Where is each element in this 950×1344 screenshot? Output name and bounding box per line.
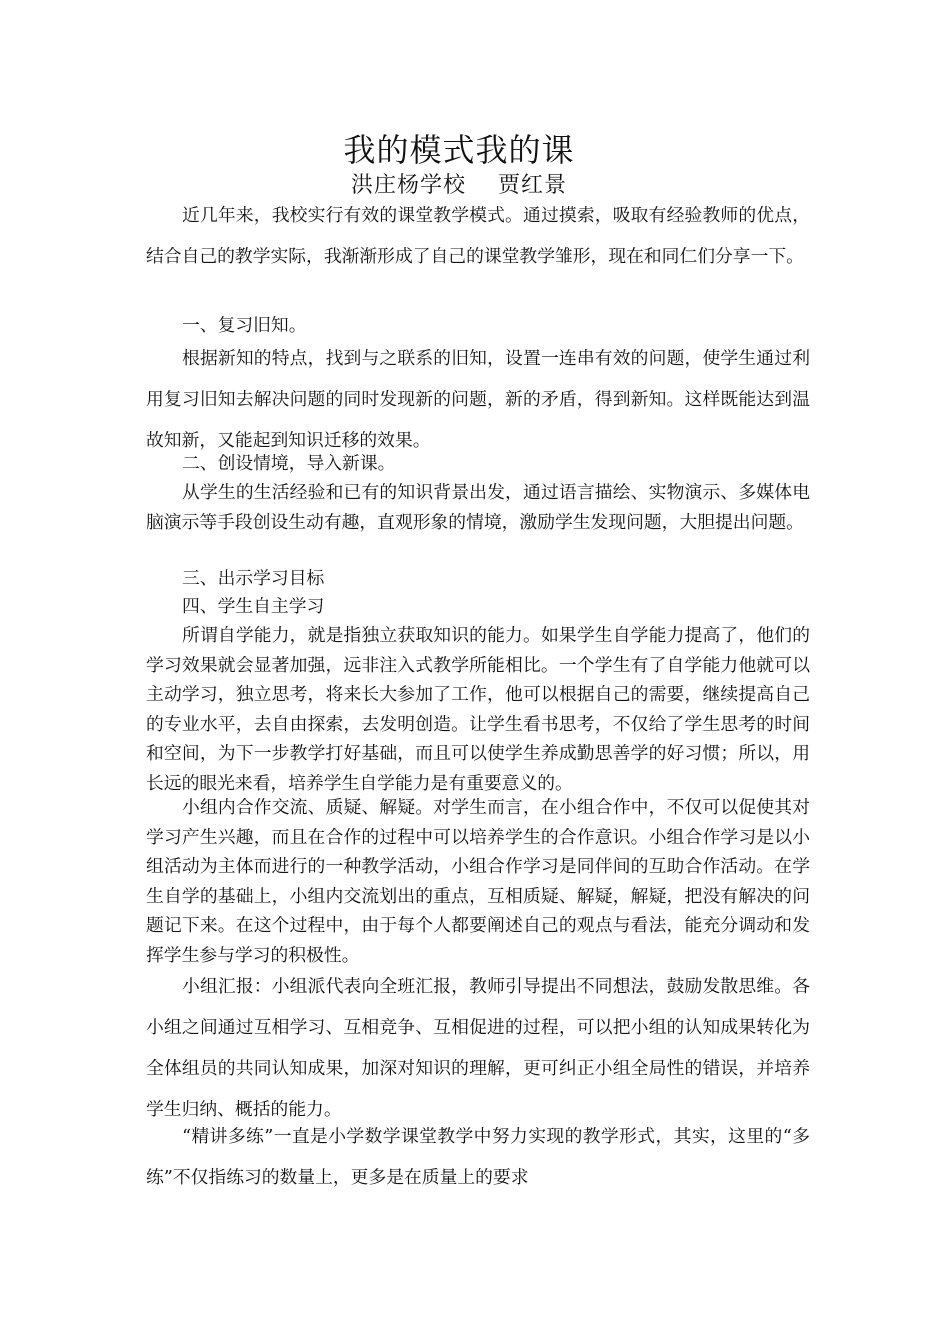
paragraph-situation: 从学生的生活经验和已有的知识背景出发，通过语言描绘、实物演示、多媒体电脑演示等手段创设生动有趣，直观形象的情境，激励学生发现问题，大胆提出问题。 [146,482,810,533]
heading-self-study: 四、学生自主学习 [182,596,325,617]
paragraph-intro: 近几年来，我校实行有效的课堂教学模式。通过摸索，吸取有经验教师的优点，结合自己的教学实际，我渐渐形成了自己的课堂教学雏形，现在和同仁们分享一下。 [146,205,810,267]
heading-review: 一、复习旧知。 [182,315,307,336]
paragraph-group-report: 小组汇报：小组派代表向全班汇报，教师引导提出不同想法，鼓励发散思维。各小组之间通过互相学习、互相竞争、互相促进的过程，可以把小组的认知成果转化为全体组员的共同认知成果，加深对知识的理解，更可纠正小组全局性的错误，并培养学生归纳、概括的能力。 [146,976,810,1120]
document-title: 我的模式我的课 [343,131,575,169]
heading-goals: 三、出示学习目标 [182,568,325,589]
paragraph-practice: “精讲多练”一直是小学数学课堂教学中努力实现的教学形式，其实，这里的“多练”不仅指练习的数量上，更多是在质量上的要求 [146,1126,810,1188]
heading-situation: 二、创设情境，导入新课。 [182,453,396,474]
paragraph-self-study: 所谓自学能力，就是指独立获取知识的能力。如果学生自学能力提高了，他们的学习效果就会显著加强，远非注入式教学所能相比。一个学生有了自学能力他就可以主动学习，独立思考，将来长大参加了工作，他可以根据自己的需要，继续提高自己的专业水平，去自由探索，去发明创造。让学生看书思考，不仅给了学生思考的时间和空间，为下一步教学打好基础，而且可以使学生养成勤思善学的好习惯；所以，用长远的眼光来看，培养学生自学能力是有重要意义的。 [146,625,810,794]
paragraph-review: 根据新知的特点，找到与之联系的旧知，设置一连串有效的问题，使学生通过利用复习旧知去解决问题的同时发现新的问题，新的矛盾，得到新知。这样既能达到温故知新，又能起到知识迁移的效果。 [146,348,810,451]
author-line: 洪庄杨学校 贾红景 [351,173,567,198]
paragraph-group-cooperation: 小组内合作交流、质疑、解疑。对学生而言，在小组合作中，不仅可以促使其对学习产生兴趣，而且在合作的过程中可以培养学生的合作意识。小组合作学习是以小组活动为主体而进行的一种教学活动，小组合作学习是同伴间的互助合作活动。在学生自学的基础上，小组内交流划出的重点，互相质疑、解疑，解疑，把没有解决的问题记下来。在这个过程中，由于每个人都要阐述自己的观点与看法，能充分调动和发挥学生参与学习的积极性。 [146,797,810,966]
